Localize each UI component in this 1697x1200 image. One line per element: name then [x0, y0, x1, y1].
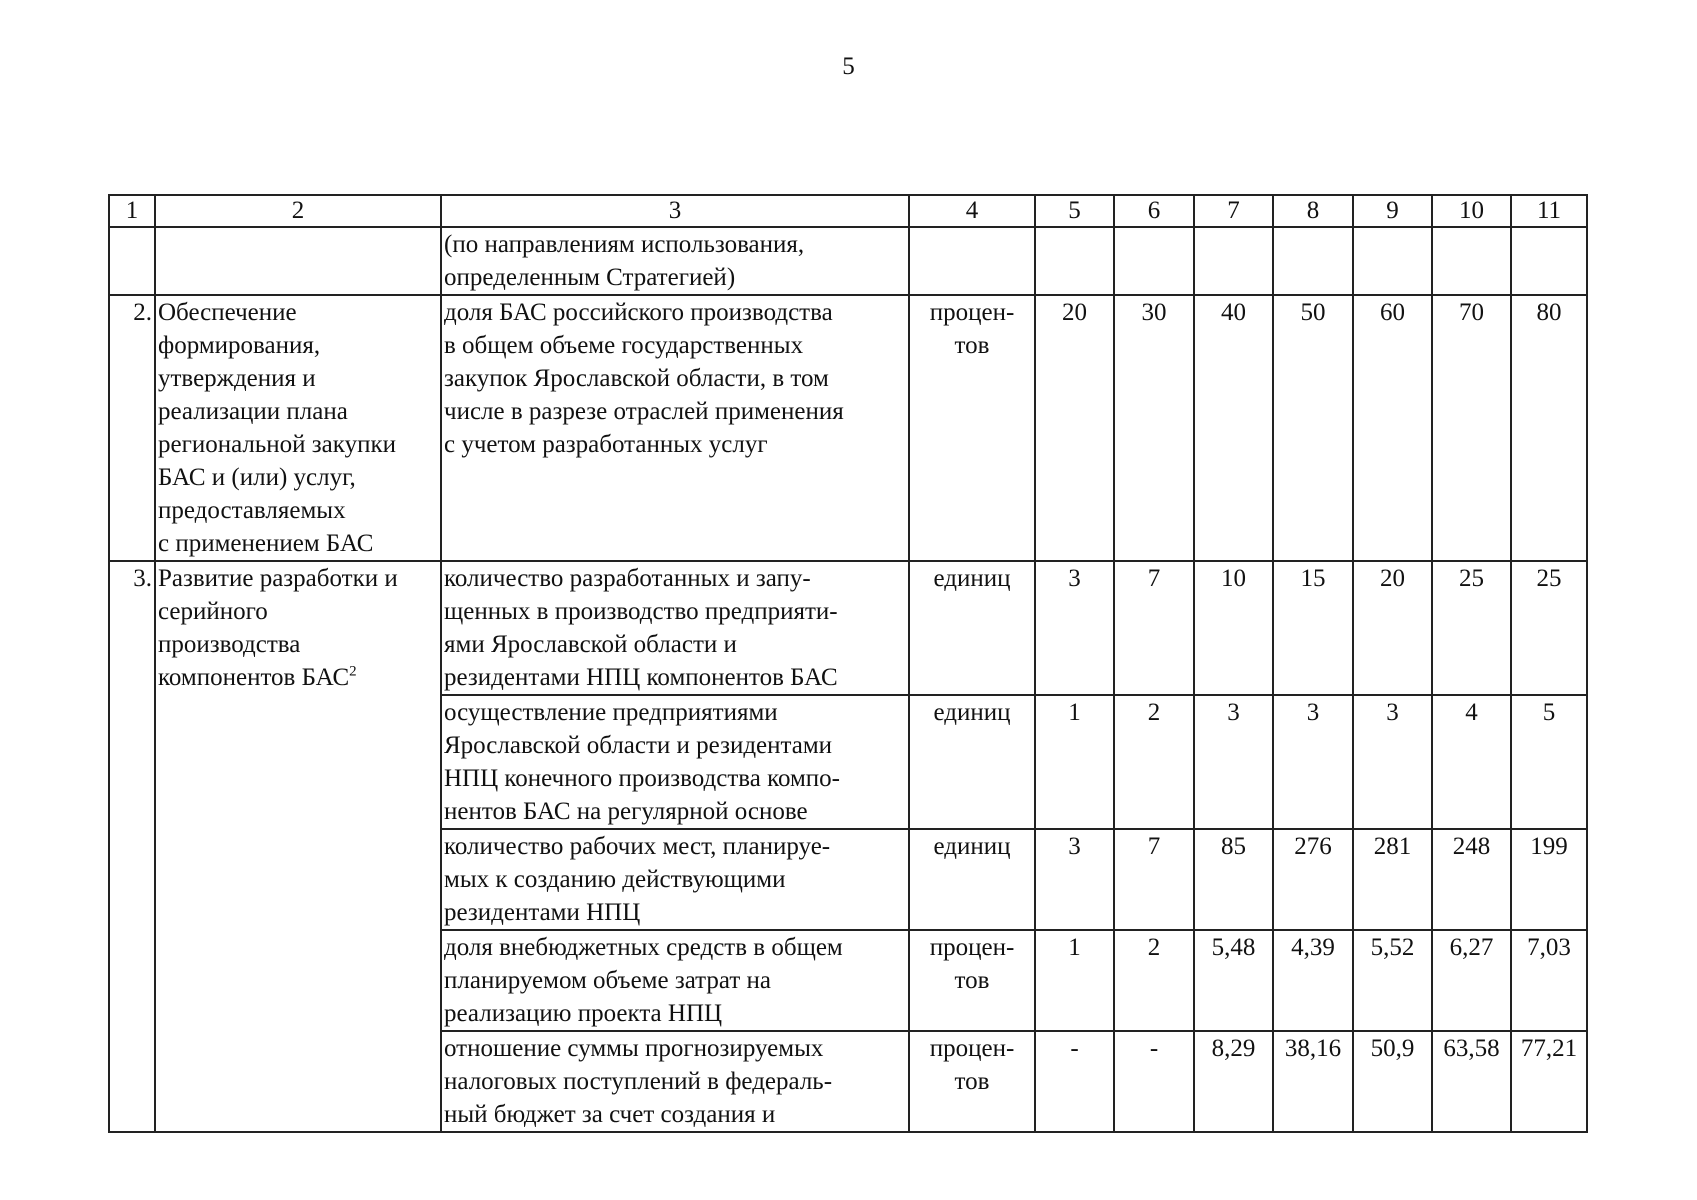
value-cell: 30: [1114, 295, 1194, 561]
unit-cell: [909, 930, 1035, 1031]
value-cell: 281: [1353, 829, 1432, 930]
indicator-line: НПЦ конечного производства компо-: [444, 765, 841, 792]
table-row-2: [109, 295, 1587, 561]
indicator-line: с учетом разработанных услуг: [444, 431, 768, 458]
indicator-cell: [441, 930, 909, 1031]
unit-cell: [909, 695, 1035, 829]
unit-line: тов: [954, 332, 990, 359]
value-cell: 60: [1353, 295, 1432, 561]
header-row: [109, 195, 1587, 227]
empty-cell: [109, 227, 155, 295]
empty-cell: [1353, 227, 1432, 295]
indicator-line: ный бюджет за счет создания и: [444, 1101, 776, 1128]
value-cell: 5: [1511, 695, 1587, 829]
indicator-line: нентов БАС на регулярной основе: [444, 798, 808, 825]
unit-cell: [909, 1031, 1035, 1132]
value-cell: 77,21: [1511, 1031, 1587, 1132]
value-cell: 50: [1273, 295, 1353, 561]
value-cell: 7: [1114, 561, 1194, 695]
value-cell: 5,52: [1353, 930, 1432, 1031]
task-line: производства: [158, 631, 301, 658]
indicator-line: закупок Ярославской области, в том: [444, 365, 829, 392]
indicator-line: планируемом объеме затрат на: [444, 967, 772, 994]
indicator-line: количество рабочих мест, планируе-: [444, 833, 831, 860]
value-cell: 70: [1432, 295, 1511, 561]
indicator-cell: [441, 829, 909, 930]
unit-line: процен-: [929, 299, 1015, 326]
task-cell: [155, 295, 441, 561]
value-cell: 1: [1035, 930, 1114, 1031]
page-number: 5: [842, 53, 855, 80]
indicator-line: резидентами НПЦ: [444, 899, 641, 926]
value-cell: 6,27: [1432, 930, 1511, 1031]
task-line-text: компонентов БАС: [158, 664, 350, 691]
value-cell: 7: [1114, 829, 1194, 930]
header-cell: 11: [1511, 195, 1587, 227]
task-line: реализации плана: [158, 398, 348, 425]
value-cell: 276: [1273, 829, 1353, 930]
task-line: Обеспечение: [158, 299, 297, 326]
task-line: с применением БАС: [158, 530, 374, 557]
value-cell: 25: [1511, 561, 1587, 695]
task-line: Развитие разработки и: [158, 565, 398, 592]
footnote-marker: 2: [349, 663, 357, 680]
value-cell: 199: [1511, 829, 1587, 930]
unit-cell: [909, 561, 1035, 695]
indicator-line: Ярославской области и резидентами: [444, 732, 833, 759]
header-cell: 8: [1273, 195, 1353, 227]
indicator-line: мых к созданию действующими: [444, 866, 786, 893]
task-line: предоставляемых: [158, 497, 346, 524]
task-line: утверждения и: [158, 365, 316, 392]
indicator-line: щенных в производство предприяти-: [444, 598, 838, 625]
empty-cell: [1114, 227, 1194, 295]
unit-cell: [909, 829, 1035, 930]
unit-line: процен-: [929, 934, 1015, 961]
value-cell: -: [1035, 1031, 1114, 1132]
empty-cell: [1432, 227, 1511, 295]
indicator-line: в общем объеме государственных: [444, 332, 804, 359]
value-cell: 3: [1194, 695, 1273, 829]
empty-cell: [155, 227, 441, 295]
empty-cell: [909, 227, 1035, 295]
task-line: серийного: [158, 598, 268, 625]
empty-cell: [1511, 227, 1587, 295]
indicator-line: количество разработанных и запу-: [444, 565, 811, 592]
indicator-line: (по направлениям использования,: [444, 231, 805, 258]
value-cell: -: [1114, 1031, 1194, 1132]
continuation-row: [109, 227, 1587, 295]
value-cell: 8,29: [1194, 1031, 1273, 1132]
indicator-line: осуществление предприятиями: [444, 699, 778, 726]
header-cell: 6: [1114, 195, 1194, 227]
indicator-cell: [441, 295, 909, 561]
unit-line: тов: [954, 1068, 990, 1095]
indicator-line: налоговых поступлений в федераль-: [444, 1068, 833, 1095]
value-cell: 80: [1511, 295, 1587, 561]
value-cell: 3: [1035, 829, 1114, 930]
value-cell: 2: [1114, 695, 1194, 829]
header-cell: 4: [909, 195, 1035, 227]
unit-line: тов: [954, 967, 990, 994]
value-cell: 248: [1432, 829, 1511, 930]
unit-cell: [909, 295, 1035, 561]
value-cell: 3: [1353, 695, 1432, 829]
header-cell: 5: [1035, 195, 1114, 227]
empty-cell: [1273, 227, 1353, 295]
indicator-line: реализацию проекта НПЦ: [444, 1000, 723, 1027]
value-cell: 38,16: [1273, 1031, 1353, 1132]
value-cell: 4,39: [1273, 930, 1353, 1031]
unit-line: единиц: [933, 833, 1011, 860]
value-cell: 25: [1432, 561, 1511, 695]
empty-cell: [1035, 227, 1114, 295]
indicator-cell: [441, 1031, 909, 1132]
value-cell: 4: [1432, 695, 1511, 829]
value-cell: 10: [1194, 561, 1273, 695]
value-cell: 40: [1194, 295, 1273, 561]
indicator-line: доля БАС российского производства: [444, 299, 833, 326]
value-cell: 15: [1273, 561, 1353, 695]
task-line: формирования,: [158, 332, 321, 359]
task-line: региональной закупки: [158, 431, 396, 458]
indicator-line: числе в разрезе отраслей применения: [444, 398, 844, 425]
indicator-cell: [441, 561, 909, 695]
task-line: [158, 661, 438, 694]
unit-line: процен-: [929, 1035, 1015, 1062]
table-row-3-indicator: [109, 561, 1587, 695]
header-cell: 1: [109, 195, 155, 227]
indicator-line: доля внебюджетных средств в общем: [444, 934, 843, 961]
row-number: 2.: [109, 295, 155, 561]
value-cell: 3: [1273, 695, 1353, 829]
header-cell: 3: [441, 195, 909, 227]
unit-line: единиц: [933, 699, 1011, 726]
value-cell: 20: [1035, 295, 1114, 561]
value-cell: 20: [1353, 561, 1432, 695]
task-cell: [155, 561, 441, 1132]
unit-line: единиц: [933, 565, 1011, 592]
header-cell: 2: [155, 195, 441, 227]
value-cell: 85: [1194, 829, 1273, 930]
indicator-line: резидентами НПЦ компонентов БАС: [444, 664, 838, 691]
indicators-table: [108, 194, 1588, 1133]
empty-cell: [1194, 227, 1273, 295]
indicator-cell: [441, 695, 909, 829]
task-line: БАС и (или) услуг,: [158, 464, 356, 491]
indicator-line: ями Ярославской области и: [444, 631, 737, 658]
header-cell: 10: [1432, 195, 1511, 227]
header-cell: 9: [1353, 195, 1432, 227]
indicator-cell: [441, 227, 909, 295]
indicator-line: отношение суммы прогнозируемых: [444, 1035, 824, 1062]
indicator-line: определенным Стратегией): [444, 264, 736, 291]
value-cell: 1: [1035, 695, 1114, 829]
value-cell: 2: [1114, 930, 1194, 1031]
value-cell: 7,03: [1511, 930, 1587, 1031]
value-cell: 5,48: [1194, 930, 1273, 1031]
value-cell: 50,9: [1353, 1031, 1432, 1132]
header-cell: 7: [1194, 195, 1273, 227]
value-cell: 3: [1035, 561, 1114, 695]
value-cell: 63,58: [1432, 1031, 1511, 1132]
row-number: 3.: [109, 561, 155, 1132]
